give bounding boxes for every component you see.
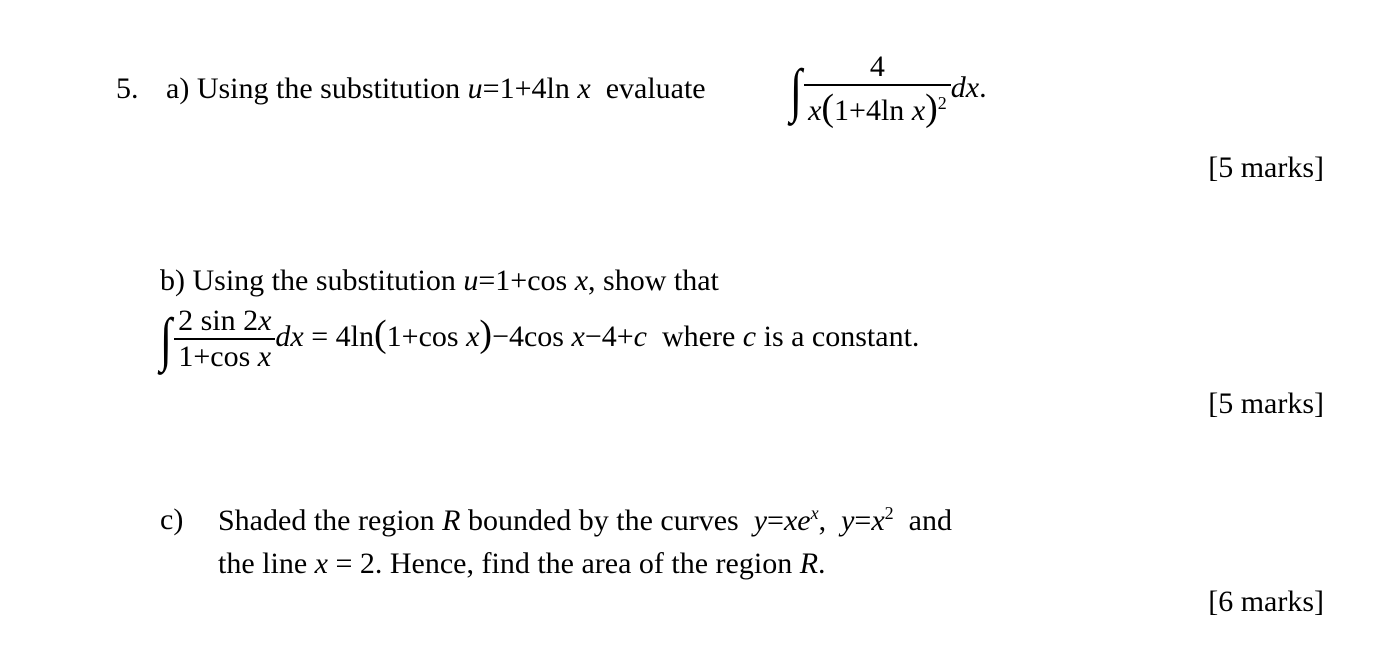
var-x: x: [314, 547, 328, 580]
question-number: 5.: [116, 72, 139, 105]
fraction-denominator: x(1+4ln x)$^2$: [804, 84, 951, 130]
part-b-fraction: [174, 304, 275, 374]
part-a-marks: [5 marks]: [1208, 151, 1324, 184]
den-text: 1+cos: [178, 340, 251, 373]
dx: dx: [275, 319, 304, 353]
part-c-label: c): [160, 503, 184, 536]
part-b-equation: ∫ $\frac{2 \sin 2x}{\text{1+cos x}}$ dx = 4ln(1+cos x)−4cos x−4+c where c is a constant.: [160, 304, 920, 373]
part-a-text: [166, 72, 706, 106]
sub-expression: =1+4ln: [482, 72, 570, 105]
part-a-intro: Using the substitution: [196, 72, 461, 105]
part-a-integral: [790, 50, 987, 130]
rhs-ln: = 4ln: [311, 319, 374, 353]
var-c: c: [742, 319, 757, 353]
part-a-fraction: [804, 50, 951, 130]
equals: =: [767, 504, 784, 537]
var-x: x: [257, 340, 272, 373]
rhs-cos: −4cos: [492, 319, 564, 353]
part-b-text: [160, 264, 719, 298]
period: .: [818, 547, 826, 580]
var-x: x: [808, 94, 822, 127]
integral-sign: ∫: [160, 305, 173, 373]
rhs-const: −4+: [584, 319, 634, 353]
var-x: x: [871, 504, 885, 537]
constant-text: is a constant.: [763, 319, 920, 353]
var-x: x: [577, 72, 591, 105]
var-x: x: [574, 264, 589, 297]
part-b-intro: Using the substitution: [192, 264, 456, 297]
part-c-bounded: bounded by the curves: [467, 504, 739, 537]
num-text: 2 sin 2: [178, 304, 259, 337]
part-b-marks: [5 marks]: [1208, 387, 1324, 420]
period: .: [979, 70, 987, 104]
integral-sign: ∫: [790, 56, 803, 124]
comma: ,: [818, 504, 827, 537]
var-R: R: [799, 547, 819, 580]
var-u: u: [467, 72, 483, 105]
var-x: x: [258, 304, 272, 337]
var-x: x: [466, 319, 480, 353]
var-xe: xe: [783, 504, 811, 537]
var-y: y: [753, 504, 768, 537]
var-R: R: [442, 504, 461, 537]
the-line-text: the line: [218, 547, 308, 580]
var-c: c: [633, 319, 647, 353]
fraction-numerator: 4: [869, 50, 885, 83]
part-c-line2: [218, 547, 826, 581]
var-y: y: [841, 504, 855, 537]
part-a-label: a): [166, 72, 190, 105]
exponent: x: [810, 503, 819, 523]
and-text: and: [908, 504, 952, 537]
var-x: x: [911, 94, 926, 127]
part-c-marks: [6 marks]: [1208, 585, 1324, 618]
where-text: where: [661, 319, 736, 353]
rhs-inner: 1+cos: [386, 319, 459, 353]
hence-text: = 2. Hence, find the area of the region: [335, 547, 793, 580]
part-a-evaluate: evaluate: [605, 72, 706, 105]
fraction-denominator: [174, 338, 275, 374]
part-c-line1: [218, 503, 952, 538]
part-c-intro: Shaded the region: [218, 504, 435, 537]
var-x: x: [571, 319, 585, 353]
equals: =: [854, 504, 872, 537]
part-b-show-that: , show that: [588, 264, 719, 297]
exponent: 2: [884, 503, 894, 523]
exponent: 2: [937, 93, 947, 113]
var-u: u: [463, 264, 479, 297]
dx: dx: [950, 70, 980, 104]
den-inner: 1+4ln: [834, 94, 905, 127]
sub-expression: =1+cos: [478, 264, 568, 297]
part-b-label: b): [160, 264, 185, 297]
fraction-numerator: [174, 304, 275, 338]
